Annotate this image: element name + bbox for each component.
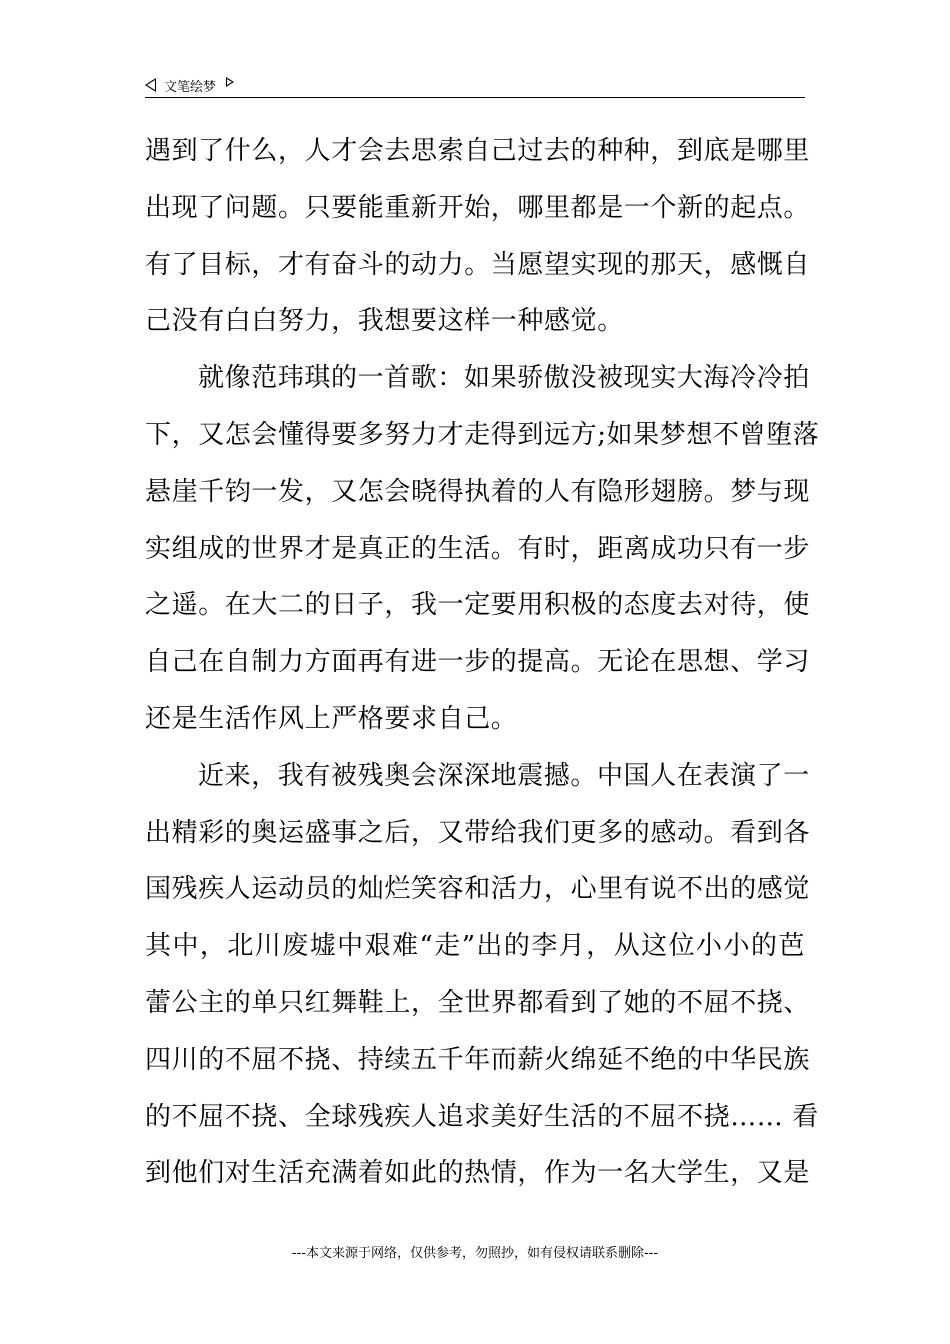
text-line: 己没有白白努力，我想要这样一种感觉。 — [145, 306, 624, 337]
text-line: 之遥。在大二的日子，我一定要用积极的态度去对待，使 — [145, 590, 811, 621]
page-header — [145, 74, 234, 96]
text-line: 遇到了什么，人才会去思索自己过去的种种，到底是哪里 — [145, 136, 811, 166]
text-line: 出精彩的奥运盛事之后，又带给我们更多的感动。看到各 — [145, 817, 811, 848]
document-body — [145, 123, 820, 1202]
text-line: 实组成的世界才是真正的生活。有时，距离成功只有一步 — [145, 533, 811, 564]
triangle-right-icon — [226, 77, 234, 87]
page-footer: ---本文来源于网络，仅供参考，勿照抄，如有侵权请联系删除--- — [291, 1246, 659, 1261]
text-line: 悬崖千钧一发，又怎会晓得执着的人有隐形翅膀。梦与现 — [145, 476, 811, 507]
text-line: 近来，我有被残奥会深深地震撼。中国人在表演了一 — [198, 760, 810, 791]
text-line: 就像范玮琪的一首歌：如果骄傲没被现实大海冷冷拍 — [198, 363, 810, 394]
text-line: 四川的不屈不挠、持续五千年而薪火绵延不绝的中华民族 — [145, 1044, 811, 1075]
text-line: 国残疾人运动员的灿烂笑容和活力，心里有说不出的感觉 — [145, 874, 811, 905]
text-line: 还是生活作风上严格要求自己。 — [145, 703, 518, 734]
text-line: 到他们对生活充满着如此的热情，作为一名大学生，又是 — [145, 1158, 811, 1189]
text-line: 出现了问题。只要能重新开始，哪里都是一个新的起点。 — [145, 192, 811, 223]
text-line: 自己在自制力方面再有进一步的提高。无论在思想、学习 — [145, 647, 811, 678]
text-line: 蕾公主的单只红舞鞋上，全世界都看到了她的不屈不挠、 — [145, 987, 811, 1018]
text-line: 的不屈不挠、全球残疾人追求美好生活的不屈不挠…… 看 — [145, 1101, 819, 1132]
header-divider — [145, 97, 805, 98]
triangle-left-icon — [145, 78, 156, 92]
text-line: 下，又怎会懂得要多努力才走得到远方;如果梦想不曾堕落 — [145, 419, 820, 450]
header-title: 文笔绘梦 — [164, 79, 217, 95]
text-line: 其中，北川废墟中艰难“走”出的李月，从这位小小的芭 — [145, 931, 805, 962]
text-line: 有了目标，才有奋斗的动力。当愿望实现的那天，感慨自 — [145, 249, 811, 280]
